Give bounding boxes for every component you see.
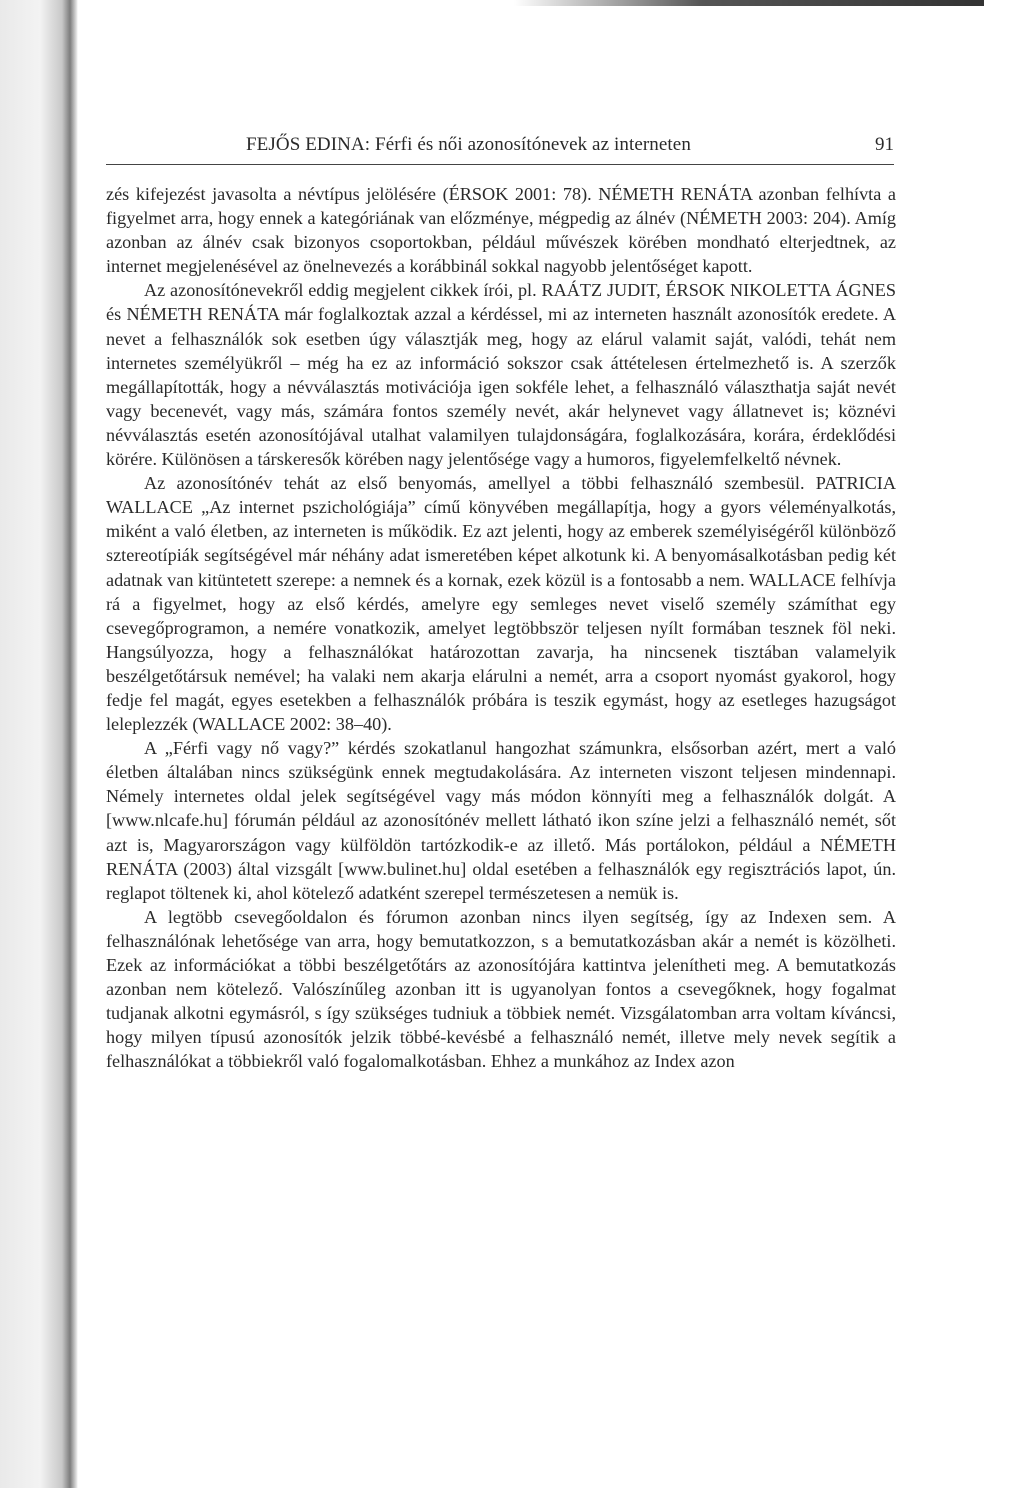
book-spine-shadow	[0, 0, 78, 1488]
paragraph: zés kifejezést javasolta a névtípus jelölésére (ÉRSOK 2001: 78). NÉMETH RENÁTA azonban felhívta a figyelmet arra, hogy ennek a kategóriának van előzménye, mégpedig az álnév (NÉMETH 2003: 204). Amíg azonban az álnév csak bizonyos csoportokban, például művészek körében mondható elterjedtnek, az internet megjelenésével az önelnevezés a korábbinál sokkal nagyobb jelentőséget kapott.	[106, 184, 896, 277]
header-title: FEJŐS EDINA: Férfi és női azonosítónevek az interneten	[246, 134, 691, 155]
scan-edge-bar	[514, 0, 984, 6]
paragraph: A „Férfi vagy nő vagy?” kérdés szokatlanul hangozhat számunkra, elsősorban azért, mert a való életben általában nincs szükségünk ennek megtudakolására. Az interneten viszont teljesen mindennapi. Némely internetes oldal jelek segítségével vagy más módon könnyíti meg a felhasználók dolgát. A [www.nlcafe.hu] fórumán például az azonosítónév mellett látható ikon színe jelzi a felhasználó nemét, sőt azt is, Magyarországon vagy külföldön tartózkodik-e az illető. Más portálokon, például a NÉMETH RENÁTA (2003) által vizsgált [www.bulinet.hu] oldal esetében a felhasználók egy regisztrációs lapot, ún. reglapot töltenek ki, ahol kötelező adatként szerepel természetesen a nemük is.	[106, 738, 896, 903]
running-header	[106, 134, 894, 165]
paragraph: Az azonosítónevekről eddig megjelent cikkek írói, pl. RAÁTZ JUDIT, ÉRSOK NIKOLETTA ÁGNES és NÉMETH RENÁTA már foglalkoztak azzal a kérdéssel, mi az interneten használt azonosítók eredete. A nevet a felhasználók sok esetben úgy választják meg, hogy az elárul valamit saját, valódi, tehát nem internetes személyükről – még ha ez az információ sokszor csak áttételesen értelmezhető is. A szerzők megállapították, hogy a névválasztás motivációja igen sokféle lehet, a felhasználó választhatja saját nevét vagy becenevét, vagy más, számára fontos személy nevét, akár helynevet vagy állatnevet is; köznévi névválasztás esetén azonosítójával utalhat valamilyen tulajdonságára, foglalkozására, korára, érdeklődési körére. Különösen a társkeresők körében nagy jelentősége vagy a humoros, figyelemfelkeltő névnek.	[106, 280, 896, 470]
body-text	[106, 182, 896, 1073]
paragraph: A legtöbb csevegőoldalon és fórumon azonban nincs ilyen segítség, így az Indexen sem. A felhasználónak lehetősége van arra, hogy bemutatkozzon, s a bemutatkozásban akár a nemét is közölheti. Ezek az információkat a többi beszélgetőtárs az azonosítójára kattintva jelenítheti meg. A bemutatkozás azonban nem kötelező. Valószínűleg azonban itt is ugyanolyan fontos a csevegőknek, hogy fogalmat tudjanak alkotni egymásról, s így szükséges tudniuk a többiek nemét. Vizsgálatomban arra voltam kíváncsi, hogy milyen típusú azonosítók jelzik többé-kevésbé a felhasználó nemét, illetve mely nevek segítik a felhasználókat a többiekről való fogalomalkotásban. Ehhez a munkához az Index azon	[106, 906, 896, 1072]
page-number: 91	[875, 134, 894, 155]
paragraph: Az azonosítónév tehát az első benyomás, amellyel a többi felhasználó szembesül. PATRICIA WALLACE „Az internet pszichológiája” című könyvében megállapítja, hogy a gyors véleményalkotás, miként a való életben, az interneten is működik. Ez azt jelenti, hogy az emberek személyiségéről különböző sztereotípiák segítségével már néhány adat ismeretében képet alkotunk ki. A benyomásalkotásban pedig két adatnak van kitüntetett szerepe: a nemnek és a kornak, ezek közül is a fontosabb a nem. WALLACE felhívja rá a figyelmet, hogy az első kérdés, amelyre egy semleges nevet viselő személy számíthat egy csevegőprogramon, a nemére vonatkozik, amelyet legtöbbször teljesen nyílt formában tesznek föl neki. Hangsúlyozza, hogy a felhasználókat határozottan zavarja, ha nincsenek tisztában valamelyik beszélgetőtársuk nemével; ha valaki nem akarja elárulni a nemét, arra a csoport nyomást gyakorol, hogy fedje fel magát, egyes esetekben a felhasználók próbára is teszik egymást, hogy az esetleges hazugságot leleplezzék (WALLACE 2002: 38–40).	[106, 473, 896, 735]
